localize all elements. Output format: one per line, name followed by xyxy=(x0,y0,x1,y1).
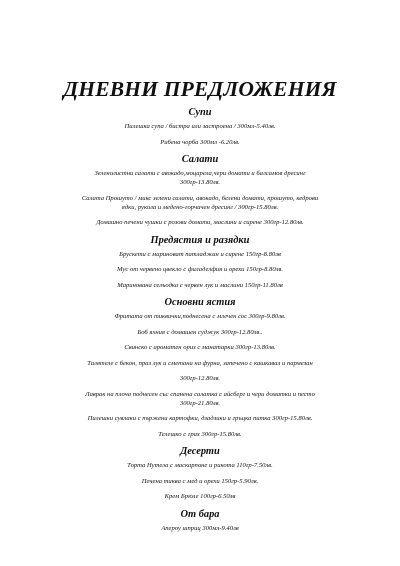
menu-item-line: Боб яхния с домашен суджук 300гр-12.80лв.. xyxy=(137,328,263,336)
menu-item xyxy=(52,265,348,274)
section-heading: Салати xyxy=(181,154,219,165)
menu-item xyxy=(52,359,348,368)
menu-item-line: Зеленолистни салати с авокадо,моцарела,чери домати и балсамов дресинг xyxy=(94,170,306,177)
menu-item xyxy=(52,138,348,147)
menu-section xyxy=(52,106,348,147)
menu-section xyxy=(52,445,348,501)
menu-item-line: Салата Прошуто / микс зелени салати, авокадо, белени домати, прошуто, кедрови xyxy=(81,194,319,202)
menu-item xyxy=(52,461,348,470)
menu-item-line: Телешко с грах 300гр-15.80лв. xyxy=(158,430,242,438)
menu-item xyxy=(52,374,348,383)
menu-item-line: 300гр-13.80лв. xyxy=(179,179,221,186)
menu-item-line: Брускети с мариноват патладжан и сирене 150гр-8.80лв xyxy=(119,250,281,258)
menu-item xyxy=(52,312,348,321)
menu-item-line: Рибена чорба 300мл -6.20лв. xyxy=(160,138,240,146)
menu-item xyxy=(52,343,348,352)
menu-item xyxy=(52,390,348,408)
menu-item-line: Пилешка супа / бистра или застроена / 300мл-5.40лв. xyxy=(124,123,276,130)
menu-item-line: 300гр-21.80лв. xyxy=(179,399,221,407)
menu-item-line: Торта Нутела с маскарпоне и рикота 110гр-7.50лв. xyxy=(127,462,273,469)
menu-item-line: Лаврак на плоча поднесен със спанена салатка с айсберг и чери доматки и песто xyxy=(85,390,315,398)
menu-item xyxy=(52,414,348,423)
menu-item xyxy=(52,250,348,259)
menu-item xyxy=(52,430,348,439)
menu-item xyxy=(52,122,348,131)
menu-section xyxy=(52,153,348,227)
menu-item xyxy=(52,492,348,501)
menu-item xyxy=(52,194,348,212)
menu-item-line: Фритата от тиквички,поднесена с млечен сос 300гр-9.80лв. xyxy=(114,313,286,320)
menu-item xyxy=(52,477,348,486)
menu-item-line: Маринована селъодка с червен лук и маслини 150гр-11.80лв xyxy=(117,281,283,289)
page-title: ДНЕВНИ ПРЕДЛОЖЕНИЯ xyxy=(63,77,337,101)
menu-item-line: ядки, рукола и медено-горчичен дресинг / 300гр-15.80лв. xyxy=(121,203,279,211)
section-heading: Основни ястия xyxy=(164,297,236,308)
menu-item-line: 300гр-12.80лв. xyxy=(179,375,221,382)
section-heading: Предястия и разядки xyxy=(150,234,250,246)
menu-item xyxy=(52,328,348,337)
menu-item-line: Талятеле с бекон, праз лук и сметана на фурна, запечено с кашкавал и пармезан xyxy=(87,359,313,367)
menu-item-line: Свинско с ароматен ориз с манатарки 300гр-13.80лв. xyxy=(124,344,276,351)
menu-section xyxy=(52,296,348,439)
menu-item xyxy=(52,524,348,533)
menu-sections xyxy=(52,106,348,533)
menu-item-line: Мус от червено цвекло с филаделфия и орехи 150гр-8.80лв. xyxy=(116,266,284,273)
menu-item xyxy=(52,169,348,187)
menu-item-line: Домашно печени чушки с розови домати, маслини и сирене 300гр-12.80лв. xyxy=(96,219,304,226)
menu-item xyxy=(52,281,348,290)
menu-item xyxy=(52,218,348,227)
section-heading: Десерти xyxy=(180,446,220,457)
menu-item-line: Крем Брюле 100гр-6.50лв xyxy=(164,493,236,500)
menu-item-line: Апероу шприц 300мл-9.40лв xyxy=(161,524,239,532)
menu-section xyxy=(52,234,348,290)
menu-item-line: Пилешки сувлаки с пържени картофки, дзадзики и гръцка питка 300гр-15.80лв. xyxy=(87,415,313,422)
menu-section xyxy=(52,508,348,533)
section-heading: От бара xyxy=(180,508,220,520)
section-heading: Супи xyxy=(188,107,212,118)
menu-item-line: Печена тиква с мед и орехи 150гр-5.90лв. xyxy=(141,477,259,485)
